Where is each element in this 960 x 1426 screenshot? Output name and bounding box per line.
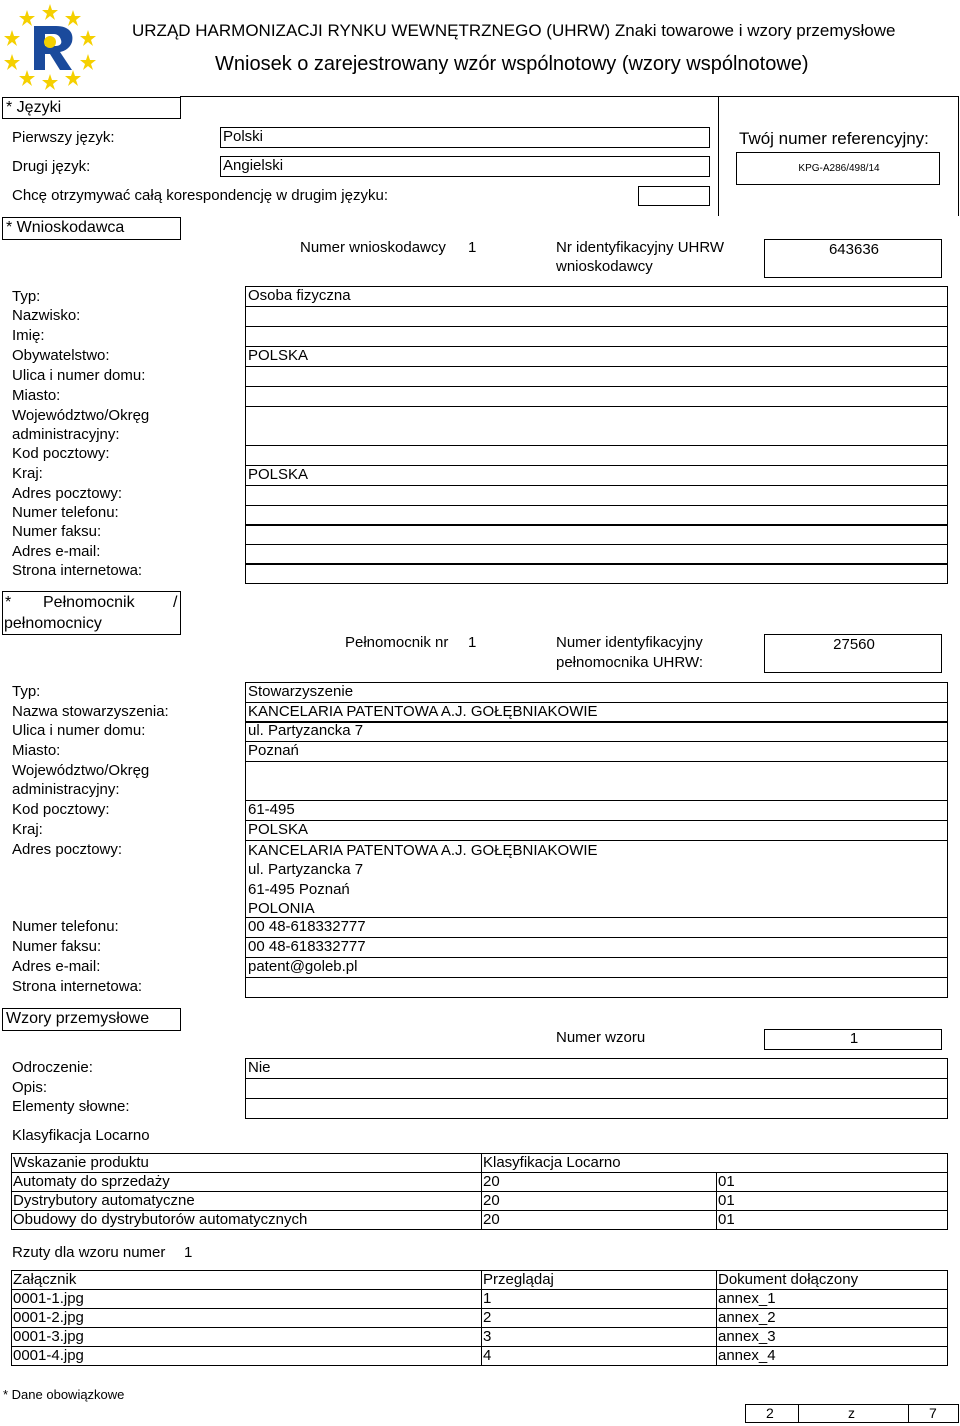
- applicant-label-surname: Nazwisko:: [12, 307, 81, 324]
- table-row: [12, 1211, 948, 1230]
- applicant-fax-field[interactable]: [245, 524, 948, 545]
- applicant-label-region-2: administracyjny:: [12, 426, 120, 443]
- representative-title-line2: pełnomocnicy: [4, 615, 102, 632]
- applicant-label-email: Adres e-mail:: [12, 543, 101, 560]
- ohim-logo: [0, 0, 100, 90]
- applicant-email-field[interactable]: [245, 544, 948, 565]
- representative-postal-line-3: 61-495 Poznań: [248, 880, 350, 898]
- designs-section-title: Wzory przemysłowe: [2, 1008, 181, 1031]
- applicant-street-field[interactable]: [245, 366, 948, 387]
- page-sep-line-1: [798, 1405, 799, 1422]
- applicant-label-type: Typ:: [12, 288, 41, 305]
- applicant-number: 1: [468, 239, 477, 256]
- table-row: [12, 1328, 948, 1347]
- reference-field[interactable]: KPG-A286/498/14: [736, 152, 940, 185]
- representative-label-web: Strona internetowa:: [12, 978, 143, 995]
- view-annex[interactable]: annex_3: [717, 1328, 948, 1347]
- product-subclass: 01: [717, 1211, 948, 1230]
- table-row: [12, 1347, 948, 1366]
- applicant-label-citizenship: Obywatelstwo:: [12, 347, 110, 364]
- view-file[interactable]: 0001-2.jpg: [12, 1309, 482, 1328]
- representative-label-assoc: Nazwa stowarzyszenia:: [12, 703, 169, 720]
- design-number-label: Numer wzoru: [556, 1029, 646, 1046]
- representative-section-title: [2, 591, 181, 635]
- second-language-field[interactable]: Angielski: [220, 156, 710, 177]
- deferment-field[interactable]: Nie: [245, 1058, 948, 1079]
- representative-web-field[interactable]: [245, 977, 948, 998]
- applicant-country-field[interactable]: POLSKA: [245, 465, 948, 486]
- view-file[interactable]: 0001-4.jpg: [12, 1347, 482, 1366]
- representative-postal-line-4: POLONIA: [248, 900, 315, 918]
- page-total: 7: [929, 1405, 937, 1421]
- representative-label-country: Kraj:: [12, 821, 43, 838]
- first-language-label: Pierwszy język:: [12, 129, 115, 146]
- representative-label-region-1: Województwo/Okręg: [12, 762, 150, 779]
- representative-id-label-2: pełnomocnika UHRW:: [556, 654, 704, 671]
- representative-label-region-2: administracyjny:: [12, 781, 120, 798]
- word-elements-field[interactable]: [245, 1098, 948, 1119]
- word-elements-label: Elementy słowne:: [12, 1098, 130, 1115]
- table-header-row: [12, 1271, 948, 1290]
- views-header-view: Przeglądaj: [482, 1271, 717, 1290]
- page-sep-line-2: [908, 1405, 909, 1422]
- representative-label-email: Adres e-mail:: [12, 958, 101, 975]
- description-field[interactable]: [245, 1078, 948, 1099]
- applicant-phone-field[interactable]: [245, 505, 948, 526]
- applicant-postal-field[interactable]: [245, 485, 948, 506]
- representative-title-word: Pełnomocnik: [43, 594, 135, 611]
- applicant-type-field[interactable]: Osoba fizyczna: [245, 286, 948, 307]
- table-row: [12, 1290, 948, 1309]
- view-number: 4: [482, 1347, 717, 1366]
- view-annex[interactable]: annex_2: [717, 1309, 948, 1328]
- languages-top-line: [180, 96, 958, 97]
- representative-label-fax: Numer faksu:: [12, 938, 102, 955]
- applicant-label-region-1: Województwo/Okręg: [12, 407, 150, 424]
- applicant-label-web: Strona internetowa:: [12, 562, 143, 579]
- view-number: 1: [482, 1290, 717, 1309]
- applicant-section-title: * Wnioskodawca: [2, 217, 181, 240]
- representative-label-postal: Adres pocztowy:: [12, 841, 123, 858]
- views-header-document: Dokument dołączony: [717, 1271, 948, 1290]
- view-annex[interactable]: annex_1: [717, 1290, 948, 1309]
- representative-city-field[interactable]: Poznań: [245, 741, 948, 762]
- applicant-region-field[interactable]: [245, 406, 948, 446]
- representative-title-star: *: [5, 594, 12, 611]
- applicant-label-country: Kraj:: [12, 465, 43, 482]
- applicant-label-postal: Adres pocztowy:: [12, 485, 123, 502]
- representative-title-slash: /: [173, 594, 178, 611]
- representative-region-field[interactable]: [245, 761, 948, 801]
- representative-postcode-field[interactable]: 61-495: [245, 800, 948, 821]
- representative-number-label: Pełnomocnik nr: [345, 634, 449, 651]
- views-number: 1: [184, 1244, 193, 1261]
- view-file[interactable]: 0001-1.jpg: [12, 1290, 482, 1309]
- applicant-web-field[interactable]: [245, 563, 948, 584]
- representative-label-phone: Numer telefonu:: [12, 918, 119, 935]
- representative-type-field[interactable]: Stowarzyszenie: [245, 682, 948, 703]
- mandatory-note: * Dane obowiązkowe: [3, 1387, 125, 1402]
- applicant-id-label-1: Nr identyfikacyjny UHRW: [556, 239, 725, 256]
- view-number: 3: [482, 1328, 717, 1347]
- applicant-name-field[interactable]: [245, 326, 948, 347]
- products-table: [11, 1153, 948, 1230]
- representative-label-type: Typ:: [12, 683, 41, 700]
- representative-number: 1: [468, 634, 477, 651]
- representative-id-field[interactable]: 27560: [764, 634, 942, 673]
- table-row: [12, 1192, 948, 1211]
- view-number: 2: [482, 1309, 717, 1328]
- applicant-label-street: Ulica i numer domu:: [12, 367, 146, 384]
- correspondence-field[interactable]: [638, 186, 710, 206]
- applicant-label-phone: Numer telefonu:: [12, 504, 119, 521]
- product-name: Obudowy do dystrybutorów automatycznych: [12, 1211, 482, 1230]
- locarno-label: Klasyfikacja Locarno: [12, 1127, 150, 1144]
- product-name: Automaty do sprzedaży: [12, 1173, 482, 1192]
- applicant-city-field[interactable]: [245, 386, 948, 407]
- second-language-label: Drugi język:: [12, 158, 91, 175]
- representative-postal-line-1: KANCELARIA PATENTOWA A.J. GOŁĘBNIAKOWIE: [248, 842, 598, 859]
- applicant-label-city: Miasto:: [12, 387, 61, 404]
- applicant-id-field[interactable]: 643636: [764, 239, 942, 278]
- views-label: Rzuty dla wzoru numer: [12, 1244, 166, 1261]
- applicant-label-name: Imię:: [12, 327, 45, 344]
- representative-id-label-1: Numer identyfikacyjny: [556, 634, 703, 651]
- description-label: Opis:: [12, 1079, 48, 1096]
- representative-fax-field[interactable]: 00 48-618332777: [245, 937, 948, 958]
- representative-label-postcode: Kod pocztowy:: [12, 801, 110, 818]
- product-class: 20: [482, 1211, 717, 1230]
- correspondence-label: Chcę otrzymywać całą korespondencję w drugim języku:: [12, 187, 388, 204]
- representative-country-field[interactable]: POLSKA: [245, 820, 948, 841]
- applicant-label-postcode: Kod pocztowy:: [12, 445, 110, 462]
- representative-street-field[interactable]: ul. Partyzancka 7: [245, 721, 948, 742]
- languages-right-divider: [718, 97, 719, 216]
- applicant-id-label-2: wnioskodawcy: [556, 258, 653, 275]
- page-of: z: [848, 1405, 855, 1421]
- product-subclass: 01: [717, 1192, 948, 1211]
- representative-assoc-field[interactable]: KANCELARIA PATENTOWA A.J. GOŁĘBNIAKOWIE: [245, 702, 948, 723]
- products-header-locarno: Klasyfikacja Locarno: [482, 1154, 948, 1173]
- applicant-surname-field[interactable]: [245, 306, 948, 327]
- table-row: [12, 1173, 948, 1192]
- applicant-number-label: Numer wnioskodawcy: [300, 239, 446, 256]
- views-table: [11, 1270, 948, 1366]
- applicant-citizenship-field[interactable]: POLSKA: [245, 346, 948, 367]
- representative-label-street: Ulica i numer domu:: [12, 722, 146, 739]
- languages-section-title: * Języki: [2, 97, 181, 119]
- applicant-postcode-field[interactable]: [245, 445, 948, 466]
- design-number-field[interactable]: 1: [764, 1029, 942, 1050]
- representative-postal-line-2: ul. Partyzancka 7: [248, 861, 364, 879]
- table-row: [12, 1309, 948, 1328]
- representative-postal-field[interactable]: [245, 840, 948, 918]
- reference-label: Twój numer referencyjny:: [739, 129, 929, 148]
- first-language-field[interactable]: Polski: [220, 127, 710, 148]
- view-file[interactable]: 0001-3.jpg: [12, 1328, 482, 1347]
- representative-phone-field[interactable]: 00 48-618332777: [245, 917, 948, 938]
- deferment-label: Odroczenie:: [12, 1059, 93, 1076]
- view-annex[interactable]: annex_4: [717, 1347, 948, 1366]
- product-subclass: 01: [717, 1173, 948, 1192]
- product-class: 20: [482, 1173, 717, 1192]
- page-indicator: [745, 1404, 959, 1423]
- views-header-attachment: Załącznik: [12, 1271, 482, 1290]
- product-class: 20: [482, 1192, 717, 1211]
- table-header-row: [12, 1154, 948, 1173]
- representative-email-field[interactable]: patent@goleb.pl: [245, 957, 948, 978]
- product-name: Dystrybutory automatyczne: [12, 1192, 482, 1211]
- representative-label-city: Miasto:: [12, 742, 61, 759]
- applicant-label-fax: Numer faksu:: [12, 523, 102, 540]
- products-header-indication: Wskazanie produktu: [12, 1154, 482, 1173]
- page-current: 2: [766, 1405, 774, 1421]
- page-title: Wniosek o zarejestrowany wzór wspólnotowy (wzory wspólnotowe): [215, 53, 809, 75]
- office-name: URZĄD HARMONIZACJI RYNKU WEWNĘTRZNEGO (UHRW) Znaki towarowe i wzory przemysłowe: [132, 21, 896, 40]
